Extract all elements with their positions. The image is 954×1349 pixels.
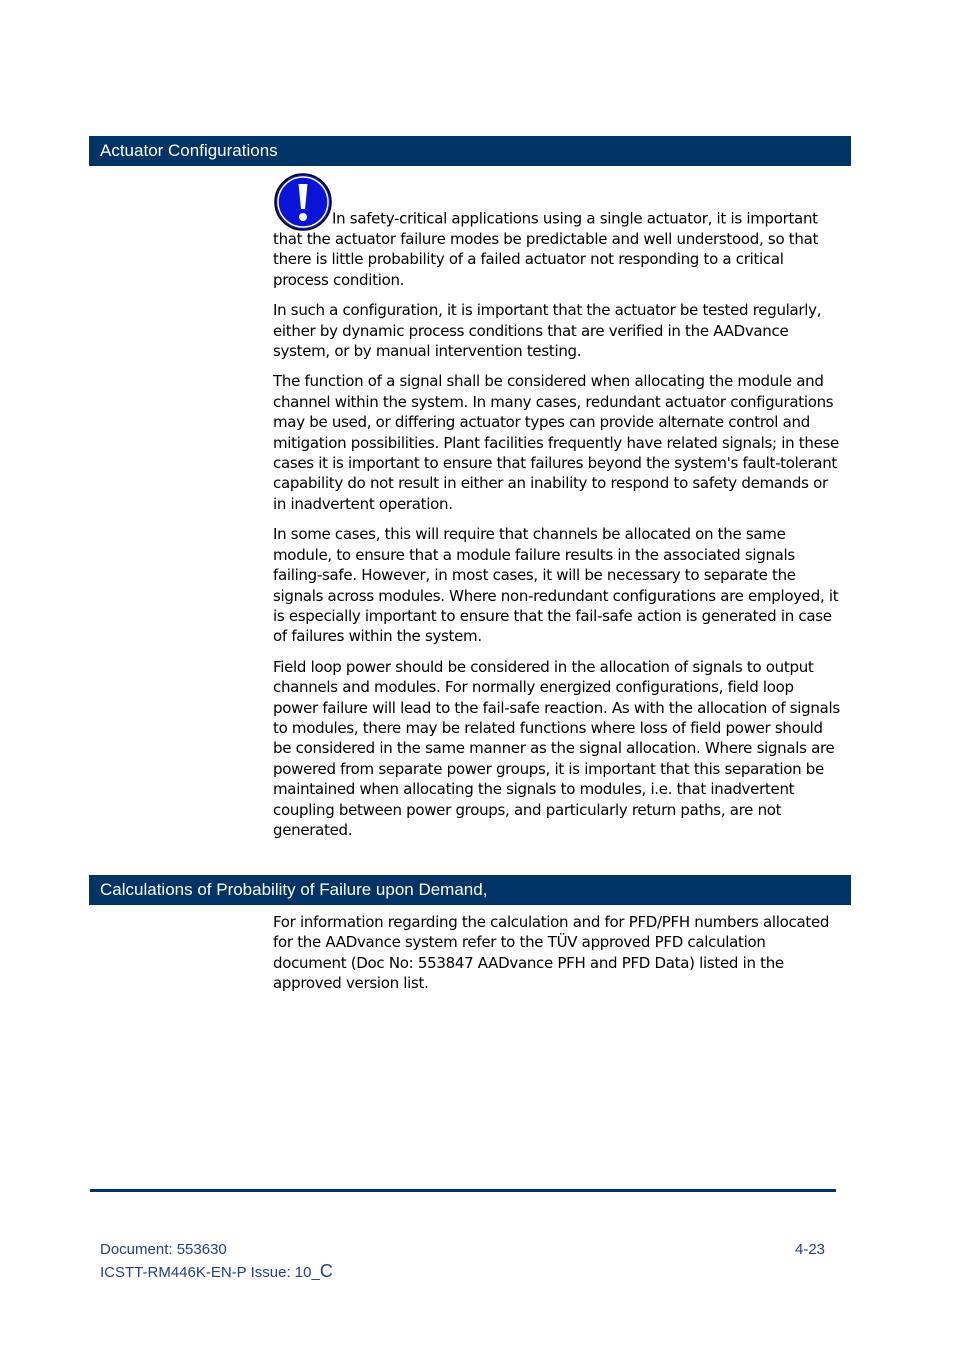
footer-rule (90, 1189, 836, 1192)
paragraph-pfd-info: For information regarding the calculation and for PFD/PFH numbers allocated for the AADvance system refer to the TÜV approved PFD calculation document (Doc No: 553847 AADvance PFH and PFD Data) listed in the approved version list. (273, 913, 830, 993)
footer-issue (100, 1261, 333, 1283)
exclamation-icon (273, 172, 333, 232)
paragraph-actuator-testing: In such a configuration, it is important that the actuator be tested regularly, either by dynamic process conditions that are verified in the AADvance system, or by manual intervention testing. (273, 301, 822, 361)
footer-issue-suffix: C (319, 1261, 333, 1281)
actuator-configurations-body (273, 172, 841, 850)
footer-issue-prefix: ICSTT-RM446K-EN-P Issue: 10_ (100, 1264, 320, 1281)
section-heading-actuator-configurations: Actuator Configurations (89, 136, 851, 166)
paragraph-single-actuator (273, 172, 841, 290)
section-heading-pfd-calculations: Calculations of Probability of Failure upon Demand, (89, 875, 851, 905)
paragraph-text: In safety-critical applications using a single actuator, it is important that the actuator failure modes be predictable and well understood, so that there is little probability of a failed actuator not responding to a critical process condition. (273, 209, 819, 289)
paragraph-field-loop-power: Field loop power should be considered in the allocation of signals to output channels and modules. For normally energized configurations, field loop power failure will lead to the fail-safe reaction. As with the allocation of signals to modules, there may be related functions where loss of field power should be considered in the same manner as the signal allocation. Where signals are powered from separate power groups, it is important that this separation be maintained when allocating the signals to modules, i.e. that inadvertent coupling between power groups, and particularly return paths, are not generated. (273, 657, 840, 839)
paragraph-signal-function: The function of a signal shall be considered when allocating the module and channel within the system. In many cases, redundant actuator configurations may be used, or differing actuator types can provide alternate control and mitigation possibilities. Plant facilities frequently have related signals; in these cases it is important to ensure that failures beyond the system's fault-tolerant capability do not result in either an inability to respond to safety demands or in inadvertent operation. (273, 372, 839, 513)
footer-page-number: 4-23 (795, 1241, 826, 1258)
footer-document-number: Document: 553630 (100, 1241, 227, 1258)
pfd-calculations-body (273, 912, 841, 1004)
paragraph-channel-allocation: In some cases, this will require that channels be allocated on the same module, to ensure that a module failure results in the associated signals failing-safe. However, in most cases, it will be necessary to separate the signals across modules. Where non-redundant configurations are employed, it is especially important to ensure that the fail-safe action is generated in case of failures within the system. (273, 525, 839, 646)
